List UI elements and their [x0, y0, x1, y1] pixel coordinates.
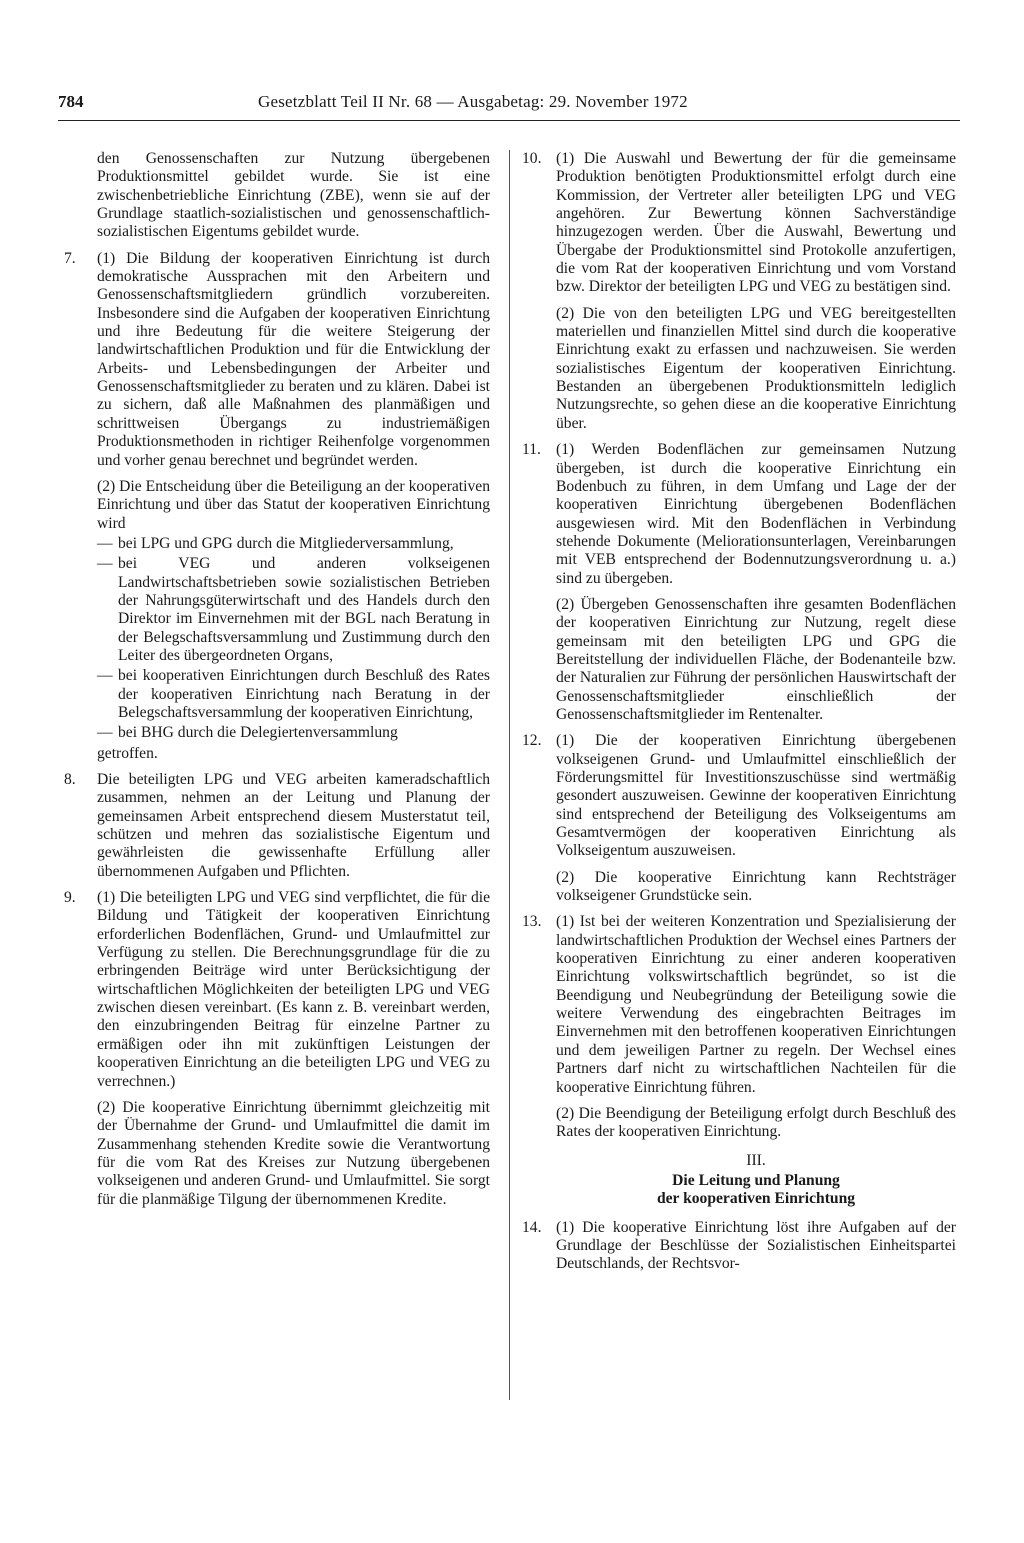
page-header: [58, 92, 960, 121]
section-number: 12.: [522, 732, 542, 750]
right-column: [522, 150, 956, 1282]
paragraph: (2) Die kooperative Einrichtung kann Rechtsträger volkseigener Grundstücke sein.: [556, 868, 956, 905]
left-column: [64, 150, 490, 1217]
section-12: [522, 732, 956, 905]
paragraph: (1) Die kooperative Einrichtung löst ihre Aufgaben auf der Grundlage der Beschlüsse der Sozialistischen Einheitspartei Deutschlands, der Rechtsvor-: [556, 1218, 956, 1273]
page-number: 784: [58, 92, 84, 111]
chapter-title: [556, 1172, 956, 1209]
header-title: Gesetzblatt Teil II Nr. 68 — Ausgabetag: 29. November 1972: [258, 92, 688, 111]
section-number: 9.: [64, 889, 76, 907]
paragraph: (1) Die beteiligten LPG und VEG sind verpflichtet, die für die Bildung und Tätigkeit der kooperativen Einrichtung erforderlichen Bodenflächen, Grund- und Umlaufmittel zur Verfügung zu stellen. Die Berechnungsgrundlage für die zu erbringenden Beiträge wird unter Berücksichtigung der wirtschaftlichen Möglichkeiten der beteiligten LPG und VEG zwischen diesen vereinbart. (Es kann z. B. vereinbart werden, den einzubringenden Beitrag für einzelne Partner zu ermäßigen oder ihn mit zukünftigen Leistungen der kooperativen Einrichtung an die beteiligten LPG und VEG zu verrechnen.): [97, 889, 490, 1090]
paragraph: (1) Ist bei der weiteren Konzentration und Spezialisierung der landwirtschaftlichen Produktion der Wechsel eines Partners der kooperativen Einrichtung zu einer anderen kooperativen Einrichtung volkswirtschaftlich begründet, so ist die Beendigung und Neubegründung der Beteiligung sowie die weitere Verwendung des eingebrachten Beitrages im Einvernehmen mit den betroffenen kooperativen Einrichtungen und dem jeweiligen Partner zu regeln. Der Wechsel eines Partners darf nicht zu wirtschaftlichen Nachteilen für die kooperative Einrichtung führen.: [556, 913, 956, 1096]
section-number: 14.: [522, 1218, 542, 1236]
chapter-title-line: Die Leitung und Planung: [672, 1171, 840, 1189]
section-7: [64, 250, 490, 763]
paragraph: (1) Die Bildung der kooperativen Einrichtung ist durch demokratische Aussprachen mit den Arbeitern und Genossenschaftsmitgliedern gründlich vorzubereiten. Insbesondere sind die Aufgaben der kooperativen Einrichtung und ihre Bedeutung für die weitere Steigerung der landwirtschaftlichen Produktion und für die Entwicklung der Arbeits- und Lebensbedingungen der Arbeiter und Genossenschaftsmitglieder zu beraten und zu klären. Dabei ist zu sichern, daß alle Maßnahmen des planmäßigen und schrittweisen Übergangs zu industriemäßigen Produktionsmethoden in richtiger Reihenfolge vorgenommen und vorher genau berechnet und begründet werden.: [97, 249, 490, 469]
section-8: [64, 771, 490, 881]
paragraph: (2) Übergeben Genossenschaften ihre gesamten Bodenflächen der kooperativen Einrichtung zur Nutzung, regelt diese gemeinsam mit den beteiligten LPG und GPG die Bereitstellung der individuellen Fläche, der Bodenanteile bzw. der Naturalien zur Führung der persönlichen Hauswirtschaft der Genossenschaftsmitglieder einschließlich der Genossenschaftsmitglieder im Rentenalter.: [556, 595, 956, 723]
paragraph: (2) Die von den beteiligten LPG und VEG bereitgestellten materiellen und finanziellen Mittel sind durch die kooperative Einrichtung exakt zu erfassen und nachzuweisen. Sie werden sozialistisches Eigentum der kooperativen Einrichtung. Bestanden an übergebenen Produktionsmitteln lediglich Nutzungsrechte, so gehen diese an die kooperative Einrichtung über.: [556, 304, 956, 432]
paragraph: Die beteiligten LPG und VEG arbeiten kameradschaftlich zusammen, nehmen an der Leitung und Planung der gemeinsamen Arbeit entsprechend diesem Musterstatut teil, schützen und mehren das sozialistische Eigentum und gewährleisten die gewissenhafte Erfüllung aller übernommenen Aufgaben und Pflichten.: [97, 771, 490, 880]
list-item: — bei kooperativen Einrichtungen durch Beschluß des Rates der kooperativen Einrichtung nach Beratung in der Belegschaftsversammlung der kooperativen Einrichtung,: [97, 667, 490, 722]
list-item: — bei LPG und GPG durch die Mitgliederversammlung,: [97, 535, 490, 553]
section-14: [522, 1219, 956, 1274]
paragraph: (1) Werden Bodenflächen zur gemeinsamen Nutzung übergeben, ist durch die kooperative Einrichtung ein Bodenbuch zu führen, in dem Umfang und Lage der der kooperativen Einrichtung übergebenen Bodenflächen ausgewiesen wird. Mit den Bodenflächen in Verbindung stehende Dokumente (Meliorationsunterlagen, Vereinbarungen mit VEB entsprechend der Bodennutzungsverordnung u. a.) sind zu übergeben.: [556, 441, 956, 587]
section-11: [522, 441, 956, 724]
list-item: — bei BHG durch die Delegiertenversammlung: [97, 724, 490, 742]
chapter-number: III.: [746, 1151, 766, 1169]
section-13: [522, 913, 956, 1141]
paragraph: (2) Die kooperative Einrichtung übernimmt gleichzeitig mit der Übernahme der Grund- und Umlaufmittel die damit im Zusammenhang stehenden Kredite sowie die Verantwortung für die vom Rat des Kreises zur Nutzung übergebenen volkseigenen und anderen Grund- und Umlaufmittel. Sie sorgt für die planmäßige Tilgung der übernommenen Kredite.: [97, 1098, 490, 1208]
section-number: 13.: [522, 913, 542, 931]
paragraph: (2) Die Entscheidung über die Beteiligung an der kooperativen Einrichtung und über das Statut der kooperativen Einrichtung wird: [97, 477, 490, 532]
dash-list: [97, 535, 490, 743]
section-number: 7.: [64, 249, 76, 267]
chapter-title-line: der kooperativen Einrichtung: [656, 1190, 856, 1208]
paragraph: getroffen.: [97, 744, 158, 762]
paragraph: (2) Die Beendigung der Beteiligung erfolgt durch Beschluß des Rates der kooperativen Einrichtung.: [556, 1104, 956, 1141]
column-divider: [509, 150, 510, 1400]
section-number: 8.: [64, 771, 76, 788]
section-9: [64, 889, 490, 1209]
paragraph: (1) Die der kooperativen Einrichtung übergebenen volkseigenen Grund- und Umlaufmittel einschließlich der Förderungsmittel für Investitionszuschüsse sind wertmäßig gesondert auszuweisen. Gewinne der kooperativen Einrichtung sind entsprechend der Beteiligung des Volkseigentums am Gesamtvermögen der kooperativen Einrichtung als Volkseigentum auszuweisen.: [556, 732, 956, 860]
section-number: 10.: [522, 150, 542, 167]
intro-paragraph: den Genossenschaften zur Nutzung übergebenen Produktionsmittel gebildet wurde. Sie ist eine zwischenbetriebliche Einrichtung (ZBE), wenn sie auf der Grundlage staatlich-sozialistischen und genossenschaftlich-sozialistischen Eigentums gebildet wurde.: [97, 150, 490, 241]
paragraph: (1) Die Auswahl und Bewertung der für die gemeinsame Produktion benötigten Produktionsmittel erfolgt durch eine Kommission, der Vertreter aller beteiligten LPG und VEG angehören. Zur Bewertung können Sachverständige hinzugezogen werden. Über die Auswahl, Bewertung und Übergabe der Produktionsmittel sind Protokolle anzufertigen, die vom Rat der kooperativen Einrichtung und vom Vorstand bzw. Direktor der beteiligten LPG und VEG zu bestätigen sind.: [556, 150, 956, 296]
section-10: [522, 150, 956, 433]
section-number: 11.: [522, 441, 541, 459]
list-item: — bei VEG und anderen volkseigenen Landwirtschaftsbetrieben sowie sozialistischen Betrieben der Nahrungsgüterwirtschaft und des Handels durch den Direktor im Einvernehmen mit der BGL nach Beratung in der Belegschaftsversammlung und Zustimmung durch den Leiter des übergeordneten Organs,: [97, 555, 490, 665]
